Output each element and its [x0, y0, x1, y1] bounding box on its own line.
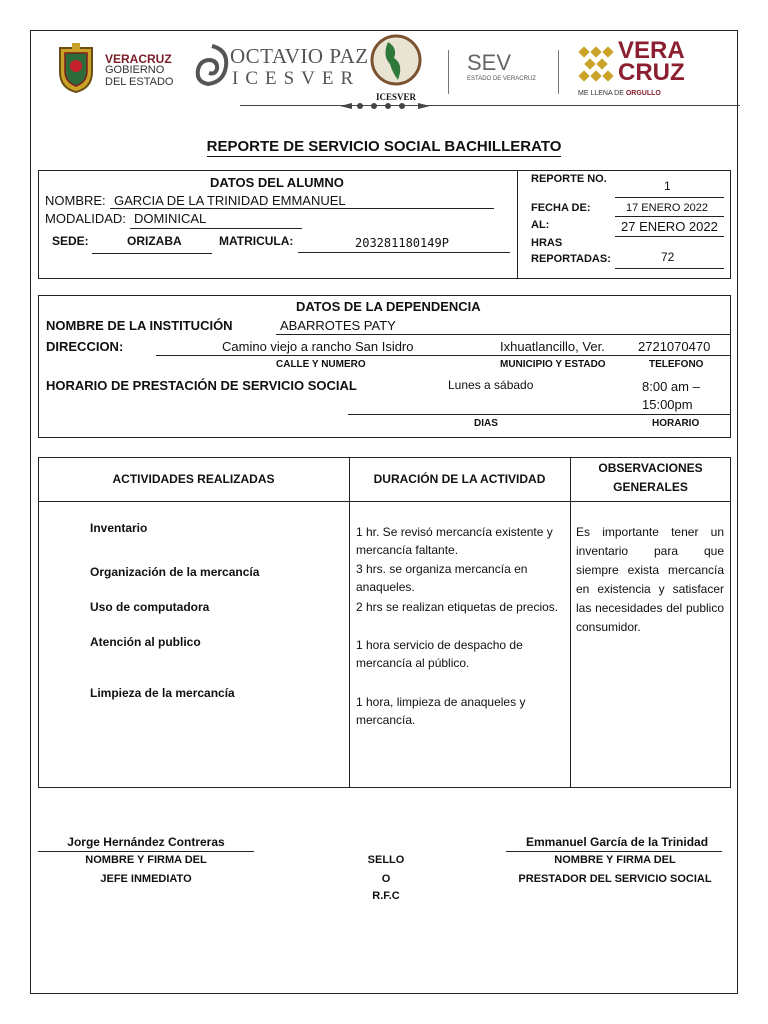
- institucion-label: NOMBRE DE LA INSTITUCIÓN: [46, 318, 233, 333]
- col-observaciones-header2: GENERALES: [613, 480, 688, 494]
- activity-item: Limpieza de la mercancía: [90, 686, 235, 700]
- sello-line2: O: [381, 873, 391, 885]
- coat-of-arms-icon: [54, 42, 98, 94]
- dias-value: Lunes a sábado: [448, 378, 534, 392]
- activity-item: Atención al publico: [90, 635, 201, 649]
- sello-line3: R.F.C: [372, 890, 400, 902]
- institucion-value: ABARROTES PATY: [280, 318, 396, 333]
- al-label: AL:: [531, 219, 550, 231]
- matricula-value: 203281180149P: [355, 236, 449, 250]
- direccion-value: Camino viejo a rancho San Isidro: [222, 339, 414, 354]
- reporte-label: REPORTE NO.: [531, 173, 607, 185]
- fecha-de-value: 17 ENERO 2022: [626, 202, 708, 214]
- reporte-value: 1: [664, 179, 671, 193]
- sede-label: SEDE:: [52, 234, 89, 248]
- sede-value: ORIZABA: [127, 234, 182, 248]
- col-observaciones-header1: OBSERVACIONES: [598, 461, 703, 475]
- report-title: REPORTE DE SERVICIO SOCIAL BACHILLERATO: [206, 138, 562, 155]
- nombre-value: GARCIA DE LA TRINIDAD EMMANUEL: [114, 193, 346, 208]
- prestador-name: Emmanuel García de la Trinidad: [525, 835, 709, 849]
- horario-caption: HORARIO: [652, 418, 700, 429]
- sev-subtitle: ESTADO DE VERACRUZ: [467, 76, 536, 82]
- alumno-heading: DATOS DEL ALUMNO: [210, 175, 344, 190]
- horario-value2: 15:00pm: [642, 397, 693, 412]
- modalidad-label: MODALIDAD:: [45, 211, 126, 226]
- modalidad-value: DOMINICAL: [134, 211, 207, 226]
- col-actividades-header: ACTIVIDADES REALIZADAS: [112, 472, 275, 486]
- brand-tagline: ME LLENA DE ORGULLO: [578, 90, 661, 97]
- octavio-line2: ICESVER: [232, 68, 361, 89]
- prestador-caption1: NOMBRE Y FIRMA DEL: [554, 854, 676, 866]
- calle-caption: CALLE Y NUMERO: [276, 359, 366, 370]
- sello-line1: SELLO: [367, 854, 405, 866]
- brand-pattern-icon: [578, 46, 616, 84]
- activity-item: Uso de computadora: [90, 600, 210, 614]
- municipio-caption: MUNICIPIO Y ESTADO: [500, 359, 606, 370]
- dependencia-heading: DATOS DE LA DEPENDENCIA: [296, 299, 481, 314]
- col-duracion-header: DURACIÓN DE LA ACTIVIDAD: [373, 472, 546, 486]
- swirl-logo-icon: [194, 42, 230, 90]
- header-rule: [240, 105, 740, 106]
- horario-value1: 8:00 am –: [642, 379, 700, 394]
- brand-line2: CRUZ: [618, 59, 685, 86]
- municipio-value: Ixhuatlancillo, Ver.: [500, 339, 605, 354]
- telefono-value: 2721070470: [638, 339, 711, 354]
- matricula-label: MATRICULA:: [219, 234, 294, 248]
- sev-divider-right: [558, 50, 559, 94]
- octavio-line1: OCTAVIO PAZ: [230, 44, 369, 68]
- icesver-seal-icon: [364, 34, 428, 92]
- telefono-caption: TELEFONO: [649, 359, 704, 370]
- jefe-caption1: NOMBRE Y FIRMA DEL: [85, 854, 207, 866]
- duration-item: 1 hr. Se revisó mercancía existente y mercancía faltante.: [356, 525, 553, 557]
- ornament-icon: [340, 100, 430, 112]
- duration-item: 2 hrs se realizan etiquetas de precios.: [356, 600, 559, 614]
- veracruz-gob-line1: VERACRUZ: [105, 52, 172, 66]
- duration-item: 3 hrs. se organiza mercancía en anaqueles.: [356, 562, 528, 594]
- hras-value: 72: [661, 250, 675, 264]
- direccion-label: DIRECCION:: [46, 339, 124, 354]
- fecha-de-label: FECHA DE:: [531, 202, 591, 214]
- nombre-label: NOMBRE:: [45, 193, 106, 208]
- brand-line1: VERA: [618, 37, 685, 64]
- veracruz-gob-line2: GOBIERNO: [105, 64, 165, 76]
- veracruz-gob-line3: DEL ESTADO: [105, 76, 174, 88]
- sev-title: SEV: [467, 50, 512, 75]
- prestador-caption2: PRESTADOR DEL SERVICIO SOCIAL: [518, 873, 712, 885]
- observaciones-text: Es importante tener un inventario para que siempre exista mercancía en existencia y satisfacer las necesidades del publico consumidor.: [576, 525, 724, 634]
- sev-divider: [448, 50, 449, 94]
- activity-item: Inventario: [90, 521, 148, 535]
- dias-caption: DIAS: [474, 418, 498, 429]
- duration-item: 1 hora servicio de despacho de mercancía al público.: [356, 638, 523, 670]
- dependencia-box: [38, 295, 731, 438]
- duration-item: 1 hora, limpieza de anaqueles y mercancía.: [356, 695, 526, 727]
- icesver-seal-label: ICESVER: [376, 92, 417, 102]
- alumno-divider: [517, 170, 518, 279]
- hras-label1: HRAS: [531, 237, 563, 249]
- activity-item: Organización de la mercancía: [90, 565, 260, 579]
- hras-label2: REPORTADAS:: [531, 253, 611, 265]
- horario-label: HORARIO DE PRESTACIÓN DE SERVICIO SOCIAL: [46, 378, 357, 393]
- jefe-name: Jorge Hernández Contreras: [67, 835, 225, 849]
- al-value: 27 ENERO 2022: [621, 219, 718, 234]
- jefe-caption2: JEFE INMEDIATO: [100, 873, 192, 885]
